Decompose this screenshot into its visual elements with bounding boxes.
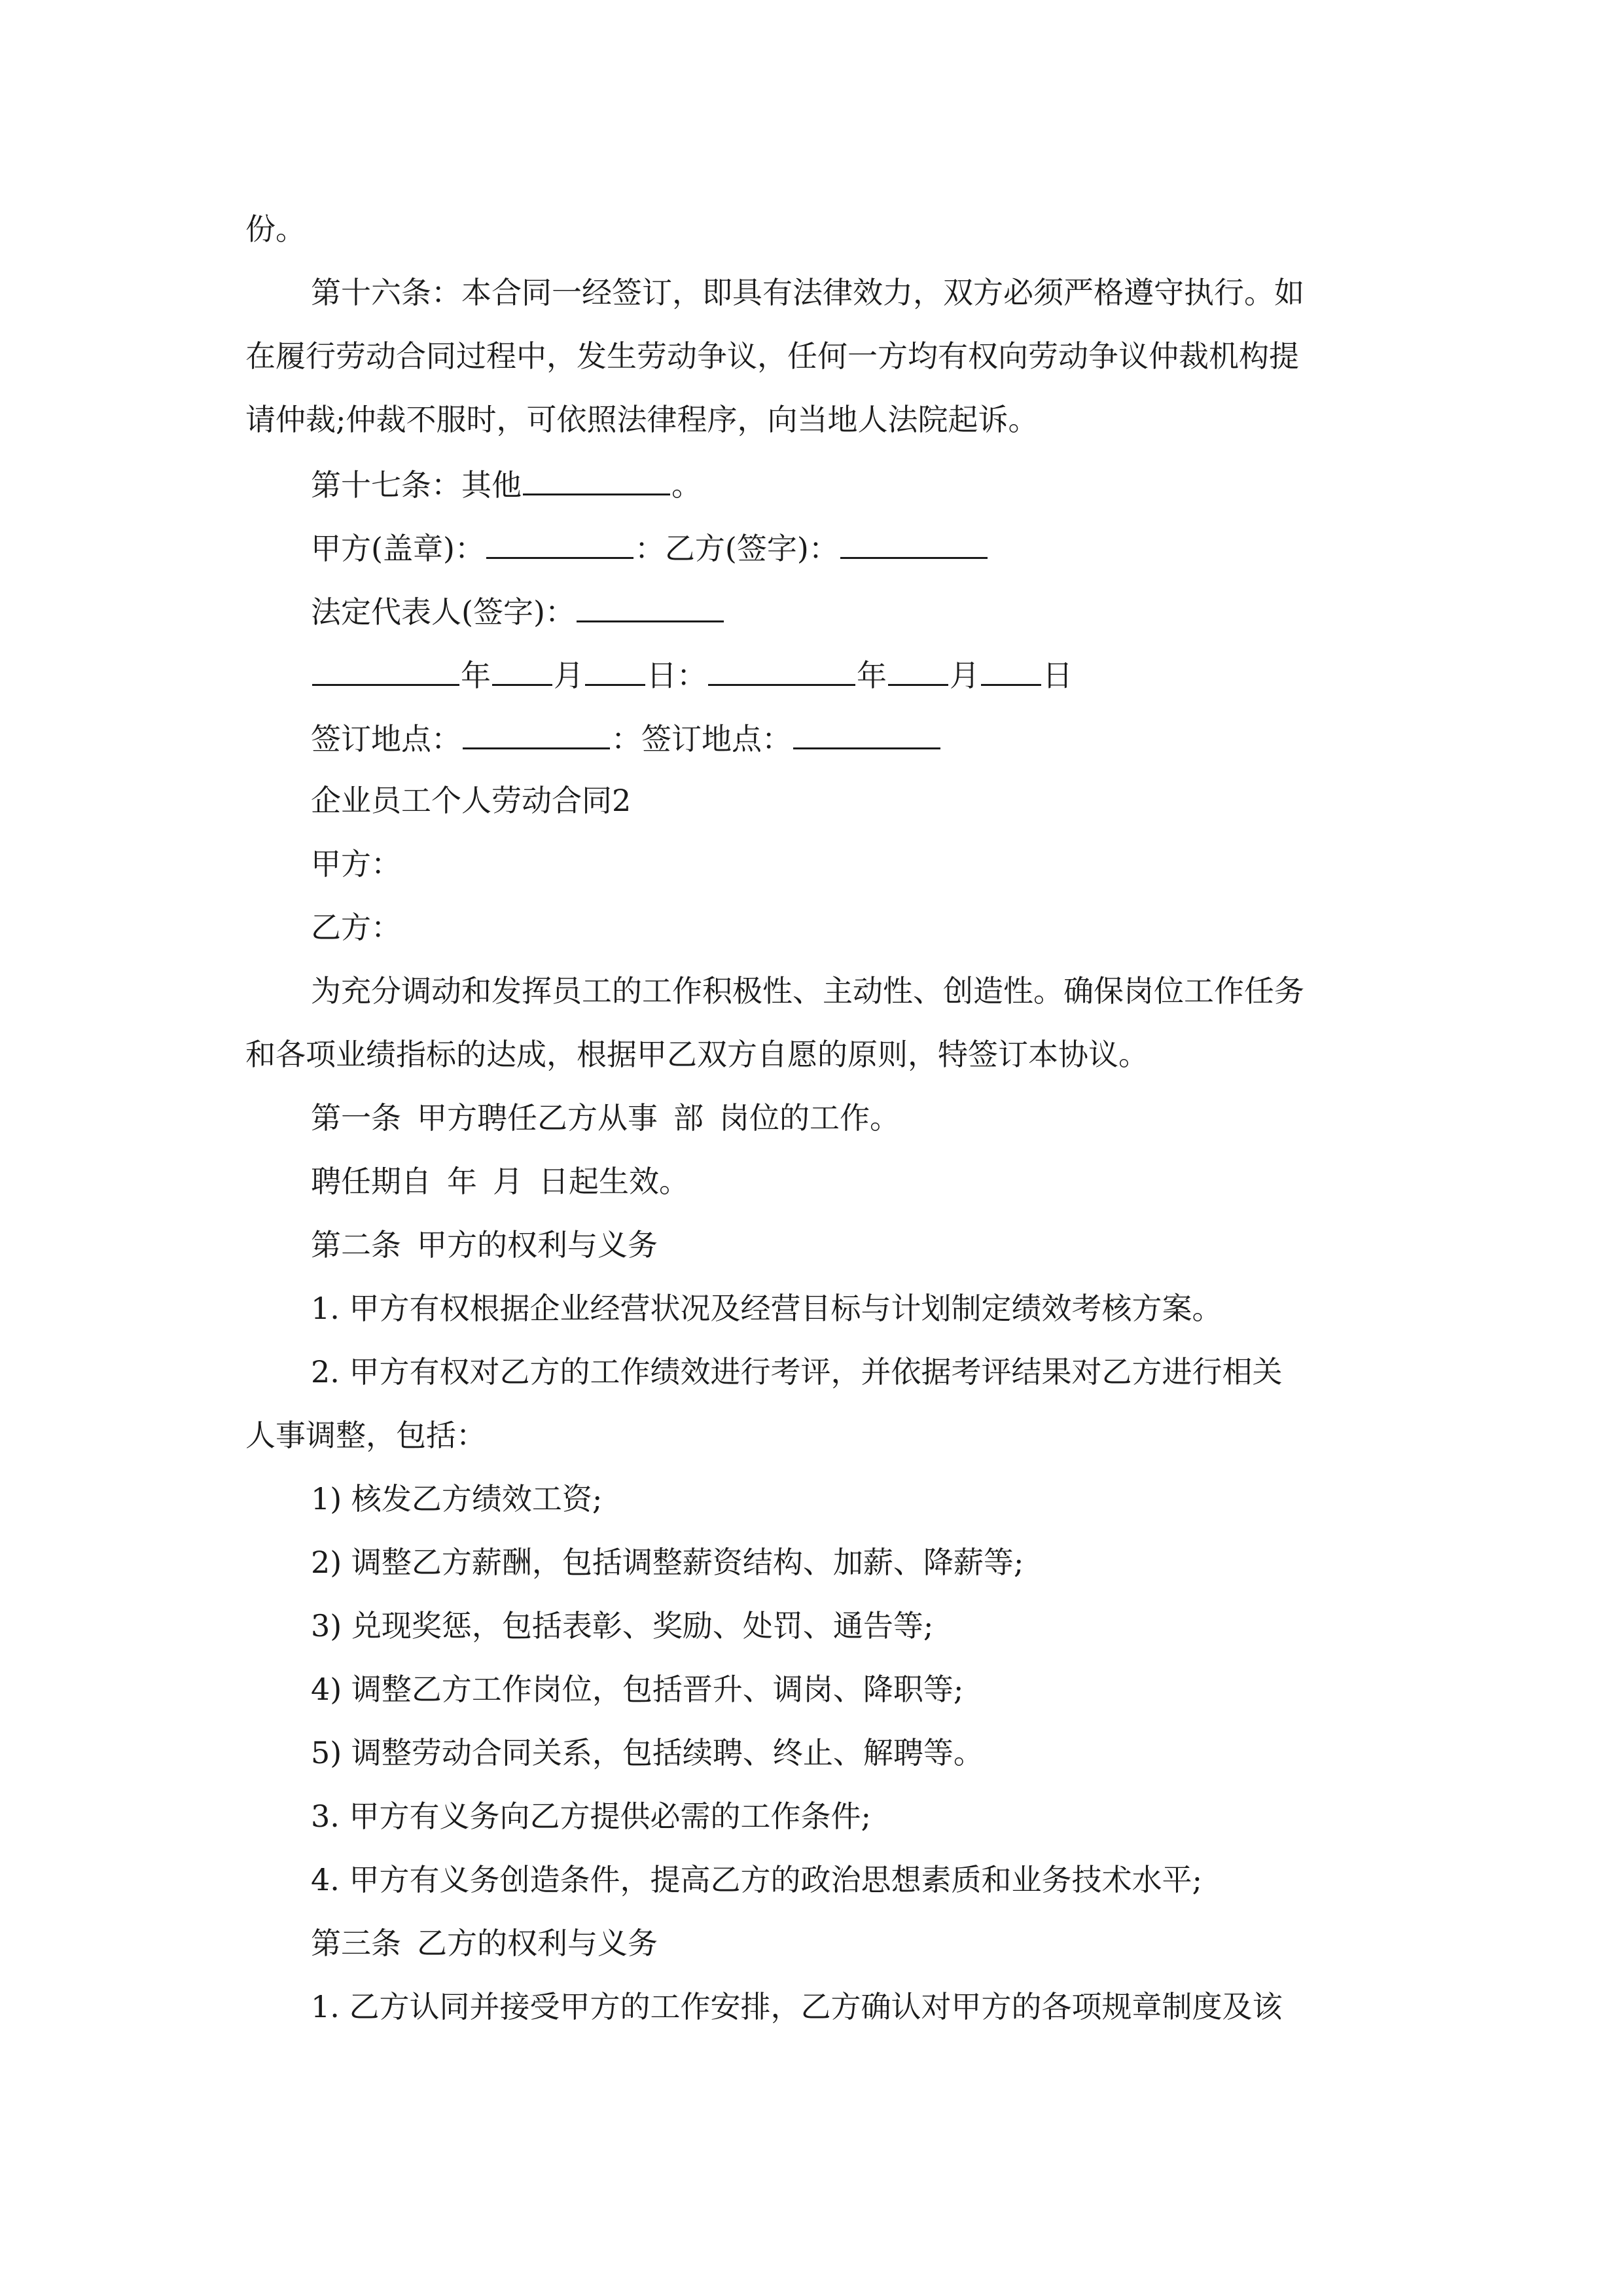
text: 月 [950, 658, 980, 693]
text: 在履行劳动合同过程中，发生劳动争议，任何一方均有权向劳动争议仲裁机构提 [245, 338, 1299, 374]
text: 甲方(盖章)： [311, 531, 485, 566]
text-line [0, 527, 1623, 568]
text-line [0, 336, 1623, 376]
fill-blank [492, 654, 552, 686]
text-line [0, 1162, 1623, 1201]
text: 企业员工个人劳动合同2 [311, 783, 632, 818]
text: 岗位的工作。 [719, 1100, 900, 1136]
text-line [0, 400, 1623, 439]
fill-blank [981, 654, 1041, 686]
fill-blank [793, 717, 940, 749]
text-line [0, 1606, 1623, 1645]
text: 4. 甲方有义务创造条件，提高乙方的政治思想素质和业务技术水平; [311, 1862, 1203, 1897]
text: ：签订地点： [611, 721, 792, 757]
text-line [0, 971, 1623, 1011]
text: 甲方聘任乙方从事 [417, 1100, 658, 1136]
text: 日 [1043, 658, 1073, 693]
fill-blank [577, 590, 724, 622]
text: 。 [671, 467, 702, 503]
text: 乙方： [311, 910, 401, 945]
text-line [0, 463, 1623, 505]
text-line [0, 717, 1623, 759]
text-line [0, 1860, 1623, 1899]
fill-blank [312, 654, 459, 686]
text: 1) 核发乙方绩效工资; [311, 1481, 603, 1516]
fill-blank [523, 463, 670, 495]
text-line [0, 1416, 1623, 1455]
text: 法定代表人(签字)： [311, 594, 575, 630]
text: 3. 甲方有义务向乙方提供必需的工作条件; [311, 1799, 872, 1834]
text-line [0, 1035, 1623, 1074]
text-line [0, 273, 1623, 312]
text: 日： [647, 658, 707, 693]
text: 1. 乙方认同并接受甲方的工作安排，乙方确认对甲方的各项规章制度及该 [311, 1989, 1283, 2024]
fill-blank [840, 527, 988, 559]
text: 年 [447, 1164, 477, 1199]
text: 2. 甲方有权对乙方的工作绩效进行考评，并依据考评结果对乙方进行相关 [311, 1354, 1283, 1390]
section-title [0, 781, 1623, 820]
text: 第一条 [311, 1100, 401, 1136]
text: 1. 甲方有权根据企业经营状况及经营目标与计划制定绩效考核方案。 [311, 1291, 1222, 1326]
text: 部 [673, 1100, 704, 1136]
text-line [0, 1543, 1623, 1582]
text: 日起生效。 [539, 1164, 689, 1199]
text: 甲方的权利与义务 [417, 1227, 658, 1263]
text-line [0, 1225, 1623, 1265]
text: 5) 调整劳动合同关系，包括续聘、终止、解聘等。 [311, 1735, 984, 1770]
fill-blank [888, 654, 948, 686]
text: 年 [857, 658, 887, 693]
text: 4) 调整乙方工作岗位，包括晋升、调岗、降职等; [311, 1672, 964, 1707]
text: 甲方： [311, 846, 401, 882]
text-line [0, 844, 1623, 884]
text: 月 [493, 1164, 523, 1199]
text: 月 [554, 658, 584, 693]
text-line [0, 590, 1623, 632]
text: 和各项业绩指标的达成，根据甲乙双方自愿的原则，特签订本协议。 [245, 1037, 1149, 1072]
text-line [0, 1479, 1623, 1518]
text: 2) 调整乙方薪酬，包括调整薪资结构、加薪、降薪等; [311, 1545, 1024, 1580]
text-line [0, 654, 1623, 695]
text-line [0, 1733, 1623, 1772]
text: 人事调整，包括： [245, 1418, 486, 1453]
text: 聘任期自 [311, 1164, 431, 1199]
fill-blank [708, 654, 855, 686]
text-line [0, 1797, 1623, 1836]
text-line [0, 1987, 1623, 2026]
fill-blank [585, 654, 645, 686]
text: 份。 [245, 211, 306, 247]
text: 第十六条：本合同一经签订，即具有法律效力，双方必须严格遵守执行。如 [311, 275, 1304, 310]
text-line [0, 1098, 1623, 1138]
text-line [0, 1289, 1623, 1328]
text: 第三条 [311, 1926, 401, 1961]
fill-blank [486, 527, 633, 559]
text-line [0, 1924, 1623, 1963]
text: 第二条 [311, 1227, 401, 1263]
fill-blank [463, 717, 610, 749]
text-line [0, 209, 1623, 249]
text: 年 [461, 658, 491, 693]
text: 请仲裁;仲裁不服时，可依照法律程序，向当地人法院起诉。 [245, 402, 1039, 437]
text: ：乙方(签字)： [634, 531, 839, 566]
text: 乙方的权利与义务 [417, 1926, 658, 1961]
text-line [0, 1670, 1623, 1709]
text: 第十七条：其他 [311, 467, 522, 503]
text: 签订地点： [311, 721, 461, 757]
text: 3) 兑现奖惩，包括表彰、奖励、处罚、通告等; [311, 1608, 934, 1643]
text: 为充分调动和发挥员工的工作积极性、主动性、创造性。确保岗位工作任务 [311, 973, 1304, 1009]
text-line [0, 1352, 1623, 1391]
text-line [0, 908, 1623, 947]
